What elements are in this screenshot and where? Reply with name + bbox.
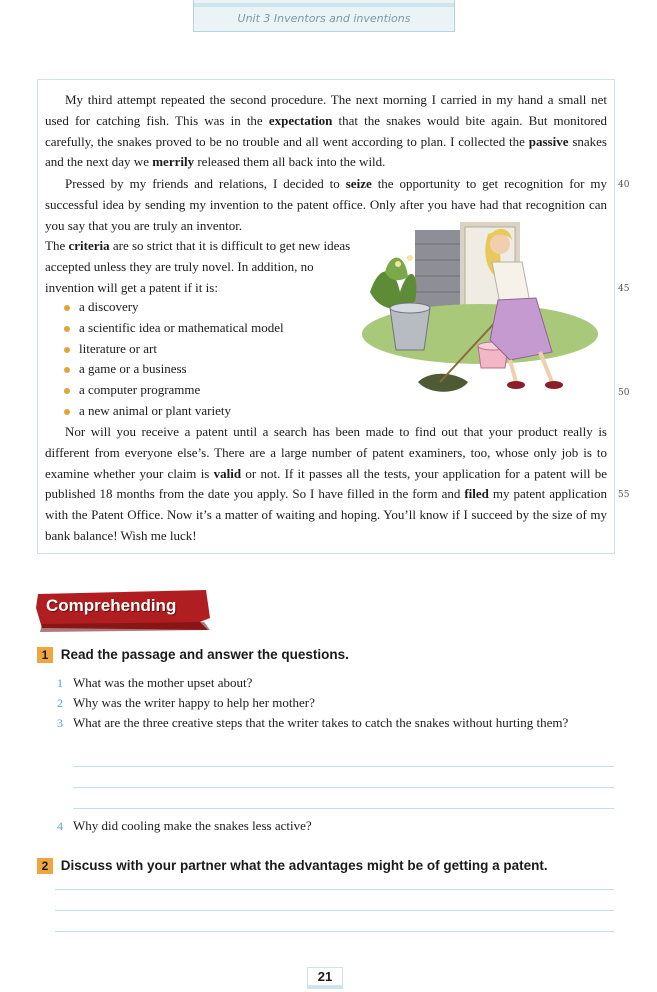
text-run: snakes and the next day we: [45, 133, 607, 170]
plant-leaves-icon: [370, 255, 416, 309]
exercise-instruction: Discuss with your partner what the advantages might be of getting a patent.: [60, 858, 548, 873]
text-run: My third attempt repeated the second procedure. The next morning I carried in my hand a small net used for catching fish. This was in the: [45, 92, 607, 128]
text-run: or not. If it passes all the tests, your application for a patent will be published 18 months from the date you apply. So I have filled in the form and: [45, 465, 607, 502]
text-run: The: [45, 238, 69, 253]
text-run: that the snakes would bite again. But monitored carefully, the snakes proved to be no trouble and all went according to plan. I collected the: [45, 112, 607, 149]
question-number: 3: [57, 716, 63, 730]
exercise-2-heading: [37, 858, 548, 874]
header-stripe: [194, 3, 454, 7]
keyword-bold: valid: [213, 465, 242, 481]
section-title: Comprehending: [46, 596, 177, 615]
page-number: 21: [307, 967, 343, 989]
text-run: released them all back into the wild.: [194, 154, 386, 170]
text-run: are so strict that it is difficult to get new ideas accepted unless they are truly novel. In addition, no invention will get a patent if it is:: [45, 238, 351, 295]
line-number: 55: [618, 490, 630, 500]
answer-line[interactable]: [55, 910, 614, 911]
list-item: a new animal or plant variety: [62, 401, 284, 422]
patent-exclusion-list: [62, 297, 284, 422]
answer-line[interactable]: [73, 787, 614, 788]
keyword-bold: criteria: [68, 238, 110, 253]
list-item: a game or a business: [62, 359, 284, 380]
question-item: [57, 816, 617, 837]
question-number: 1: [57, 676, 63, 690]
paragraph-text: [45, 422, 607, 547]
list-item: literature or art: [62, 339, 284, 360]
paragraph-text: [45, 90, 607, 173]
question-text: What are the three creative steps that the writer takes to catch the snakes without hurting them?: [73, 715, 569, 730]
girl-with-net-illustration: [360, 222, 605, 404]
list-item: a scientific idea or mathematical model: [62, 318, 284, 339]
line-number: 40: [618, 180, 630, 190]
exercise-1-heading: [37, 647, 349, 663]
question-text: Why was the writer happy to help her mother?: [73, 695, 315, 710]
text-run: my patent application with the Patent Office. Now it’s a matter of waiting and hoping. You’ll know if I succeed by the size of my bank balance! Wish me luck!: [45, 486, 607, 543]
passage-paragraph-3: [45, 422, 607, 547]
keyword-bold: expectation: [268, 112, 333, 128]
passage-paragraph-1: [45, 90, 607, 173]
keyword-bold: merrily: [152, 154, 195, 170]
exercise-number-badge: 1: [37, 647, 53, 663]
exercise-instruction: Read the passage and answer the questions.: [60, 647, 349, 662]
answer-line[interactable]: [55, 889, 614, 890]
answer-line[interactable]: [55, 931, 614, 932]
question-text: Why did cooling make the snakes less active?: [73, 818, 312, 833]
list-item: a discovery: [62, 297, 284, 318]
section-banner: [36, 588, 211, 632]
unit-header-tab: [193, 0, 455, 32]
question-number: 2: [57, 696, 63, 710]
question-number: 4: [57, 819, 63, 833]
question-text: What was the mother upset about?: [73, 675, 253, 690]
answer-line[interactable]: [73, 766, 614, 767]
text-run: the opportunity to get recognition for my successful idea by sending my invention to the patent office. Only after you have had that recognition can you say that you are truly an inventor.: [45, 176, 607, 233]
exercise-number-badge: 2: [37, 858, 53, 874]
line-number: 50: [618, 388, 630, 398]
keyword-bold: filed: [464, 486, 489, 502]
keyword-bold: passive: [528, 133, 569, 149]
line-number: 45: [618, 284, 630, 294]
keyword-bold: seize: [345, 176, 372, 191]
text-run: Nor will you receive a patent until a search has been made to find out that your product really is different from everyone else’s. There are a large number of patent examiners, too, whose only job is to examine whether your claim is: [45, 424, 607, 481]
question-item: [57, 713, 617, 734]
question-item: [57, 693, 617, 714]
bucket-icon: [390, 303, 430, 350]
question-item: [57, 673, 617, 694]
text-run: Pressed by my friends and relations, I decided to: [65, 176, 346, 191]
answer-line[interactable]: [73, 808, 614, 809]
fishing-net-icon: [418, 374, 468, 392]
unit-title: Unit 3 Inventors and inventions: [237, 12, 411, 25]
list-item: a computer programme: [62, 380, 284, 401]
passage-paragraph-criteria: [45, 236, 365, 298]
